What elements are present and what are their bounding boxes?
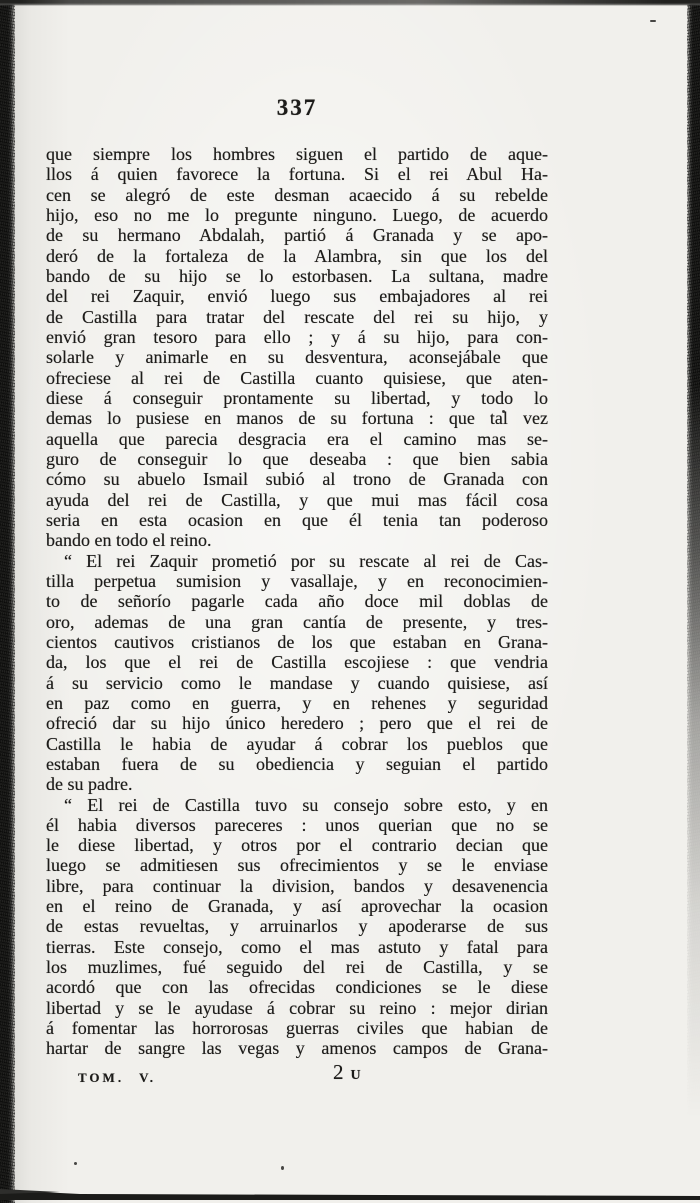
text-line: Castilla le habia de ayudar á cobrar los pueblos que [46,733,548,754]
text-line: ayuda del rei de Castilla, y que mui mas fácil cosa [46,489,548,510]
text-line: demas lo pusiese en manos de su fortuna : que tal vez [46,408,548,429]
text-line: que siempre los hombres siguen el partido de aque- [46,144,548,164]
text-line: diese á conseguir prontamente su libertad, y todo lo [46,387,548,408]
text-block [46,144,548,1059]
text-line: él habia diversos pareceres : unos querian que no se [46,814,548,835]
text-line: seria en esta ocasion en que él tenia tan poderoso [46,509,548,530]
text-line: bando de su hijo se lo estorbasen. La sultana, madre [46,265,548,286]
page-number: 337 [276,95,318,120]
scan-edge-bottom [0,1185,700,1203]
paragraph [46,795,548,1059]
text-line: bando en todo el reino. [46,530,212,551]
text-line: cómo su abuelo Ismail subió al trono de Granada con [46,469,548,490]
text-line: en paz como en guerra, y en rehenes y seguridad [46,692,548,713]
text-line: tierras. Este consejo, como el mas astuto y fatal para [46,936,548,957]
text-line: da, los que el rei de Castilla escojiese : que vendria [46,652,548,673]
text-line: to de señorío pagarle cada año doce mil doblas de [46,591,548,612]
text-line: de Castilla para tratar del rescate del rei su hijo, y [46,306,548,327]
text-line: á su servicio como le mandase y cuando quisiese, así [46,672,548,693]
text-line: hijo, eso no me lo pregunte ninguno. Luego, de acuerdo [46,204,548,225]
text-line: los muzlimes, fué seguido del rei de Castilla, y se [46,957,548,978]
text-line: envió gran tesoro para ello ; y á su hijo, para con- [46,326,548,347]
paragraph [46,144,548,551]
text-line: libre, para continuar la division, bandos y desavenencia [46,875,548,896]
text-line: guro de conseguir lo que deseaba : que bien sabia [46,448,548,469]
ink-speck [650,20,656,22]
text-line: en el reino de Granada, y así aprovechar la ocasion [46,896,548,917]
text-line: de su hermano Abdalah, partió á Granada y se apo- [46,225,548,246]
text-line: de estas revueltas, y arruinarlos y apoderarse de sus [46,916,548,937]
footer [0,1060,700,1090]
signature-number: 2 [333,1060,344,1084]
text-line: cen se alegró de este desman acaecido á su rebelde [46,184,548,205]
volume-label: TOM. V. [78,1070,157,1085]
text-line: ofreciese al rei de Castilla cuanto quisiese, que aten- [46,367,548,388]
paragraph [46,551,548,795]
text-line: “ El rei Zaquir prometió por su rescate al rei de Cas- [64,550,548,571]
scan-edge-left [0,0,15,1203]
text-line: libertad y se le ayudase á cobrar su reino : mejor dirian [46,997,548,1018]
signature-mark [333,1060,362,1085]
text-line: del rei Zaquir, envió luego sus embajadores al rei [46,286,548,307]
ink-speck [281,1166,284,1170]
text-line: de su padre. [46,774,133,795]
scan-edge-right [687,0,700,1203]
text-line: hartar de sangre las vegas y amenos campos de Grana- [46,1038,548,1059]
text-line: solarle y animarle en su desventura, aconsejábale que [46,347,548,368]
text-line: llos á quien favorece la fortuna. Si el rei Abul Ha- [46,164,548,185]
scan-edge-top [0,0,700,6]
signature-letter: U [350,1068,362,1083]
text-line: ofreció dar su hijo único heredero ; pero que el rei de [46,713,548,734]
text-line: oro, ademas de una gran cantía de presente, y tres- [46,611,548,632]
text-line: á fomentar las horrorosas guerras civiles que habian de [46,1018,548,1039]
ink-speck [74,1162,77,1165]
text-line: estaban fuera de su obediencia y seguian el partido [46,753,548,774]
text-line: deró de la fortaleza de la Alambra, sin que los del [46,245,548,266]
text-line: “ El rei de Castilla tuvo su consejo sobre esto, y en [64,794,548,815]
text-line: luego se admitiesen sus ofrecimientos y se le enviase [46,855,548,876]
text-line: le diese libertad, y otros por el contrario decian que [46,835,548,856]
text-line: acordó que con las ofrecidas condiciones se le diese [46,977,548,998]
text-line: tilla perpetua sumision y vasallaje, y en reconocimien- [46,570,548,591]
text-line: cientos cautivos cristianos de los que estaban en Grana- [46,631,548,652]
text-line: aquella que parecia desgracia era el camino mas se- [46,428,548,449]
